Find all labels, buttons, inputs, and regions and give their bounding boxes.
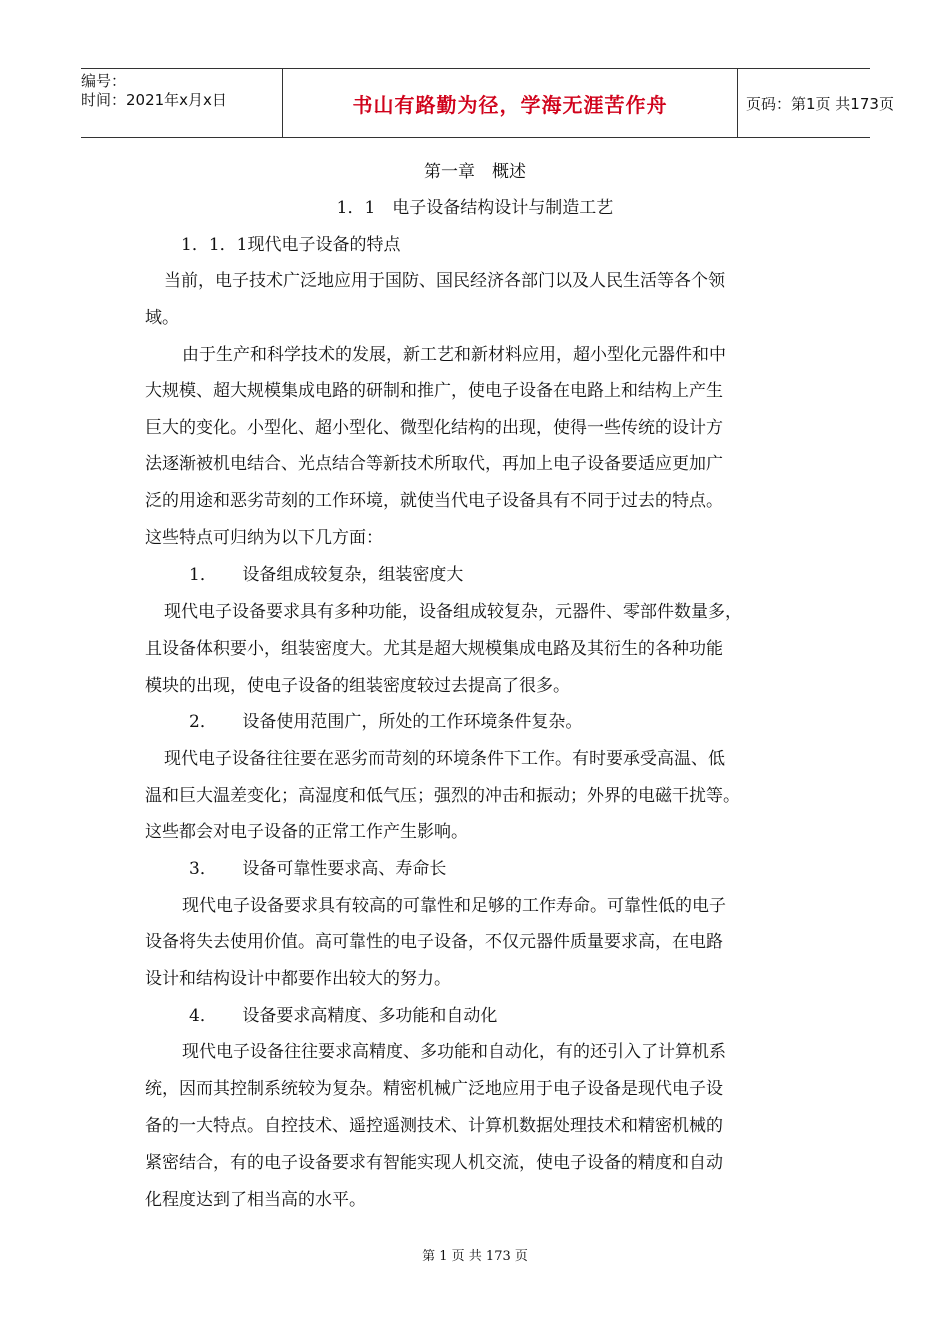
page-footer: 第 1 页 共 173 页 <box>422 1249 528 1264</box>
body-line: 巨大的变化。小型化、超小型化、微型化结构的出现，使得一些传统的设计方 <box>145 418 723 438</box>
body-line: 现代电子设备往往要在恶劣而苛刻的环境条件下工作。有时要承受高温、低 <box>164 749 725 769</box>
header-page-info: 页码：第1页 共173页 <box>746 94 894 113</box>
section-title: 1．1 电子设备结构设计与制造工艺 <box>336 198 614 218</box>
document-number-label: 编号： <box>81 72 127 90</box>
list-heading-2: 2． 设备使用范围广，所处的工作环境条件复杂。 <box>189 712 583 732</box>
body-line: 法逐渐被机电结合、光点结合等新技术所取代，再加上电子设备要适应更加广 <box>145 454 723 474</box>
list-heading-1: 1． 设备组成较复杂，组装密度大 <box>189 565 464 585</box>
list-heading-3: 3． 设备可靠性要求高、寿命长 <box>189 859 447 879</box>
body-line: 当前，电子技术广泛地应用于国防、国民经济各部门以及人民生活等各个领 <box>164 271 725 291</box>
body-line: 域。 <box>145 308 179 328</box>
body-line: 统，因而其控制系统较为复杂。精密机械广泛地应用于电子设备是现代电子设 <box>145 1079 723 1099</box>
chapter-title: 第一章 概述 <box>424 162 526 182</box>
body-line: 设计和结构设计中都要作出较大的努力。 <box>145 969 451 989</box>
body-line: 大规模、超大规模集成电路的研制和推广，使电子设备在电路上和结构上产生 <box>145 381 723 401</box>
header-meta <box>81 69 282 137</box>
body-line: 模块的出现，使电子设备的组装密度较过去提高了很多。 <box>145 676 570 696</box>
body-line: 这些都会对电子设备的正常工作产生影响。 <box>145 822 468 842</box>
body-line: 设备将失去使用价值。高可靠性的电子设备，不仅元器件质量要求高，在电路 <box>145 932 723 952</box>
header-motto-cell <box>282 69 738 137</box>
list-heading-4: 4． 设备要求高精度、多功能和自动化 <box>189 1006 498 1026</box>
body-line: 现代电子设备要求具有较高的可靠性和足够的工作寿命。可靠性低的电子 <box>182 896 726 916</box>
body-line: 温和巨大温差变化；高湿度和低气压；强烈的冲击和振动；外界的电磁干扰等。 <box>145 786 740 806</box>
body-line: 泛的用途和恶劣苛刻的工作环境，就使当代电子设备具有不同于过去的特点。 <box>145 491 723 511</box>
document-time-label: 时间：2021年x月x日 <box>81 91 227 109</box>
body-line: 现代电子设备往往要求高精度、多功能和自动化，有的还引入了计算机系 <box>182 1042 726 1062</box>
body-line: 备的一大特点。自控技术、遥控遥测技术、计算机数据处理技术和精密机械的 <box>145 1116 723 1136</box>
body-line: 这些特点可归纳为以下几方面： <box>145 528 383 548</box>
subsection-title: 1．1．1现代电子设备的特点 <box>181 235 401 255</box>
header-motto: 书山有路勤为径，学海无涯苦作舟 <box>352 92 668 117</box>
body-line: 现代电子设备要求具有多种功能，设备组成较复杂，元器件、零部件数量多， <box>164 602 742 622</box>
body-line: 由于生产和科学技术的发展，新工艺和新材料应用，超小型化元器件和中 <box>182 345 726 365</box>
body-line: 且设备体积要小，组装密度大。尤其是超大规模集成电路及其衍生的各种功能 <box>145 639 723 659</box>
document-header <box>81 68 894 138</box>
body-line: 化程度达到了相当高的水平。 <box>145 1190 366 1210</box>
body-line: 紧密结合，有的电子设备要求有智能实现人机交流，使电子设备的精度和自动 <box>145 1153 723 1173</box>
